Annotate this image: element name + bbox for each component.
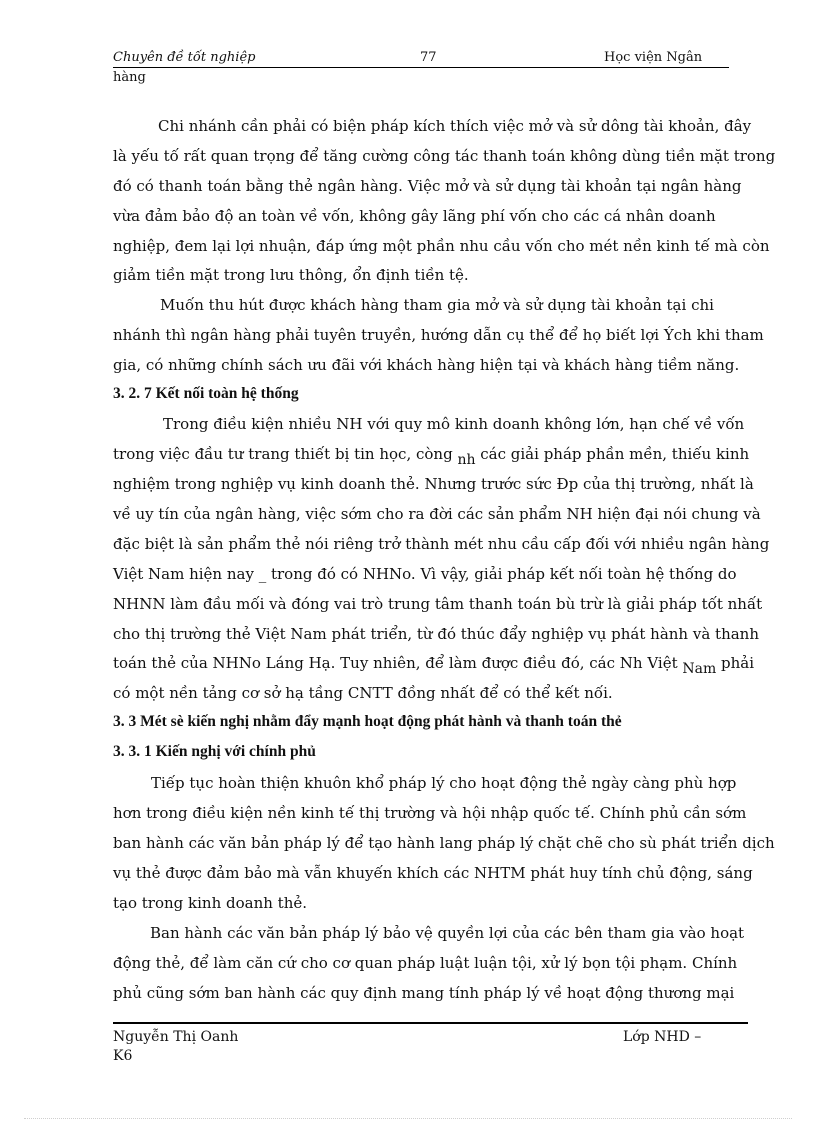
body-line: Chi nhánh cần phải có biện pháp kích thích việc mở và sử dông tài khoản, đây (158, 117, 752, 135)
body-line: đó có thanh toán bằng thẻ ngân hàng. Việc mở và sử dụng tài khoản tại ngân hàng (113, 177, 742, 195)
body-line: NHNN làm đầu mối và đóng vai trò trung tâm thanh toán bù trừ là giải pháp tốt nhất (113, 595, 763, 613)
body-line: đặc biệt là sản phẩm thẻ nói riêng trở thành mét nhu cầu cấp đối với nhiều ngân hàng (113, 535, 770, 553)
body-line: ban hành các văn bản pháp lý để tạo hành lang pháp lý chặt chẽ cho sù phát triển dịch (113, 834, 775, 852)
section-heading-3-2-7: 3. 2. 7 Kết nối toàn hệ thống (113, 385, 299, 402)
body-line: Tiếp tục hoàn thiện khuôn khổ pháp lý cho hoạt động thẻ ngày càng phù hợp (151, 774, 737, 792)
text-span: nh (457, 452, 476, 468)
body-line: về uy tín của ngân hàng, việc sớm cho ra đời các sản phẩm NH hiện đại nói chung và (113, 505, 761, 523)
body-line: vừa đảm bảo độ an toàn về vốn, không gây lãng phí vốn cho các cá nhân doanh (113, 207, 716, 225)
header-right: Học viện Ngân (604, 50, 703, 65)
body-line: là yếu tố rất quan trọng để tăng cường công tác thanh toán không dùng tiền mặt trong (113, 147, 776, 165)
body-line: tạo trong kinh doanh thẻ. (113, 894, 308, 912)
text-span: phải (716, 654, 755, 672)
body-line: Trong điều kiện nhiều NH với quy mô kinh doanh không lớn, hạn chế về vốn (163, 415, 745, 433)
page-number: 77 (420, 50, 437, 65)
body-line: hơn trong điều kiện nền kinh tế thị trường và hội nhập quốc tế. Chính phủ cần sớm (113, 804, 747, 822)
body-line: có một nền tảng cơ sở hạ tầng CNTT đồng nhất để có thể kết nối. (113, 684, 613, 702)
text-span: các giải pháp phần mền, thiếu kinh (475, 445, 750, 463)
section-heading-3-3-1: 3. 3. 1 Kiến nghị với chính phủ (113, 743, 316, 760)
body-line: phủ cũng sớm ban hành các quy định mang tính pháp lý về hoạt động thương mại (113, 984, 735, 1002)
body-line: vụ thẻ được đảm bảo mà vẫn khuyến khích các NHTM phát huy tính chủ động, sáng (113, 864, 753, 882)
body-line (113, 444, 753, 468)
section-heading-3-3: 3. 3 Mét sè kiến nghị nhằm đẩy mạnh hoạt động phát hành và thanh toán thẻ (113, 713, 622, 730)
text-span: Nam (682, 661, 717, 677)
body-line: giảm tiền mặt trong lưu thông, ổn định tiền tệ. (113, 266, 469, 284)
header-continuation: hàng (113, 70, 146, 85)
footer-class: Lớp NHD – (623, 1029, 702, 1045)
body-line: Việt Nam hiện nay _ trong đó có NHNo. Vì vậy, giải pháp kết nối toàn hệ thống do (113, 565, 737, 583)
footer-author-cont: K6 (113, 1048, 133, 1064)
body-line (113, 653, 755, 677)
body-line: Ban hành các văn bản pháp lý bảo vệ quyền lợi của các bên tham gia vào hoạt (150, 924, 745, 942)
header-left: Chuyên đề tốt nghiệp (113, 50, 256, 65)
header-rule (113, 67, 729, 68)
text-span: toán thẻ của NHNo Láng Hạ. Tuy nhiên, để làm được điều đó, các Nh Việt (113, 654, 683, 672)
body-line: cho thị trường thẻ Việt Nam phát triển, từ đó thúc đẩy nghiệp vụ phát hành và thanh (113, 625, 760, 643)
body-line: nghiệm trong nghiệp vụ kinh doanh thẻ. Nhưng trước sức Ðp của thị trường, nhất là (113, 475, 754, 493)
text-span: trong việc đầu tư trang thiết bị tin học, còng (113, 445, 458, 463)
body-line: nhánh thì ngân hàng phải tuyên truyền, hướng dẫn cụ thể để họ biết lợi Ých khi tham (113, 326, 764, 344)
page-edge-divider (24, 1118, 792, 1119)
body-line: nghiệp, đem lại lợi nhuận, đáp ứng một phần nhu cầu vốn cho mét nền kinh tế mà còn (113, 237, 770, 255)
body-line: gia, có những chính sách ưu đãi với khách hàng hiện tại và khách hàng tiềm năng. (113, 356, 740, 374)
footer-author: Nguyễn Thị Oanh (113, 1029, 239, 1045)
footer-rule (113, 1022, 748, 1024)
body-line: Muốn thu hút được khách hàng tham gia mở và sử dụng tài khoản tại chi (160, 296, 714, 314)
body-line: động thẻ, để làm căn cứ cho cơ quan pháp luật luận tội, xử lý bọn tội phạm. Chính (113, 954, 738, 972)
